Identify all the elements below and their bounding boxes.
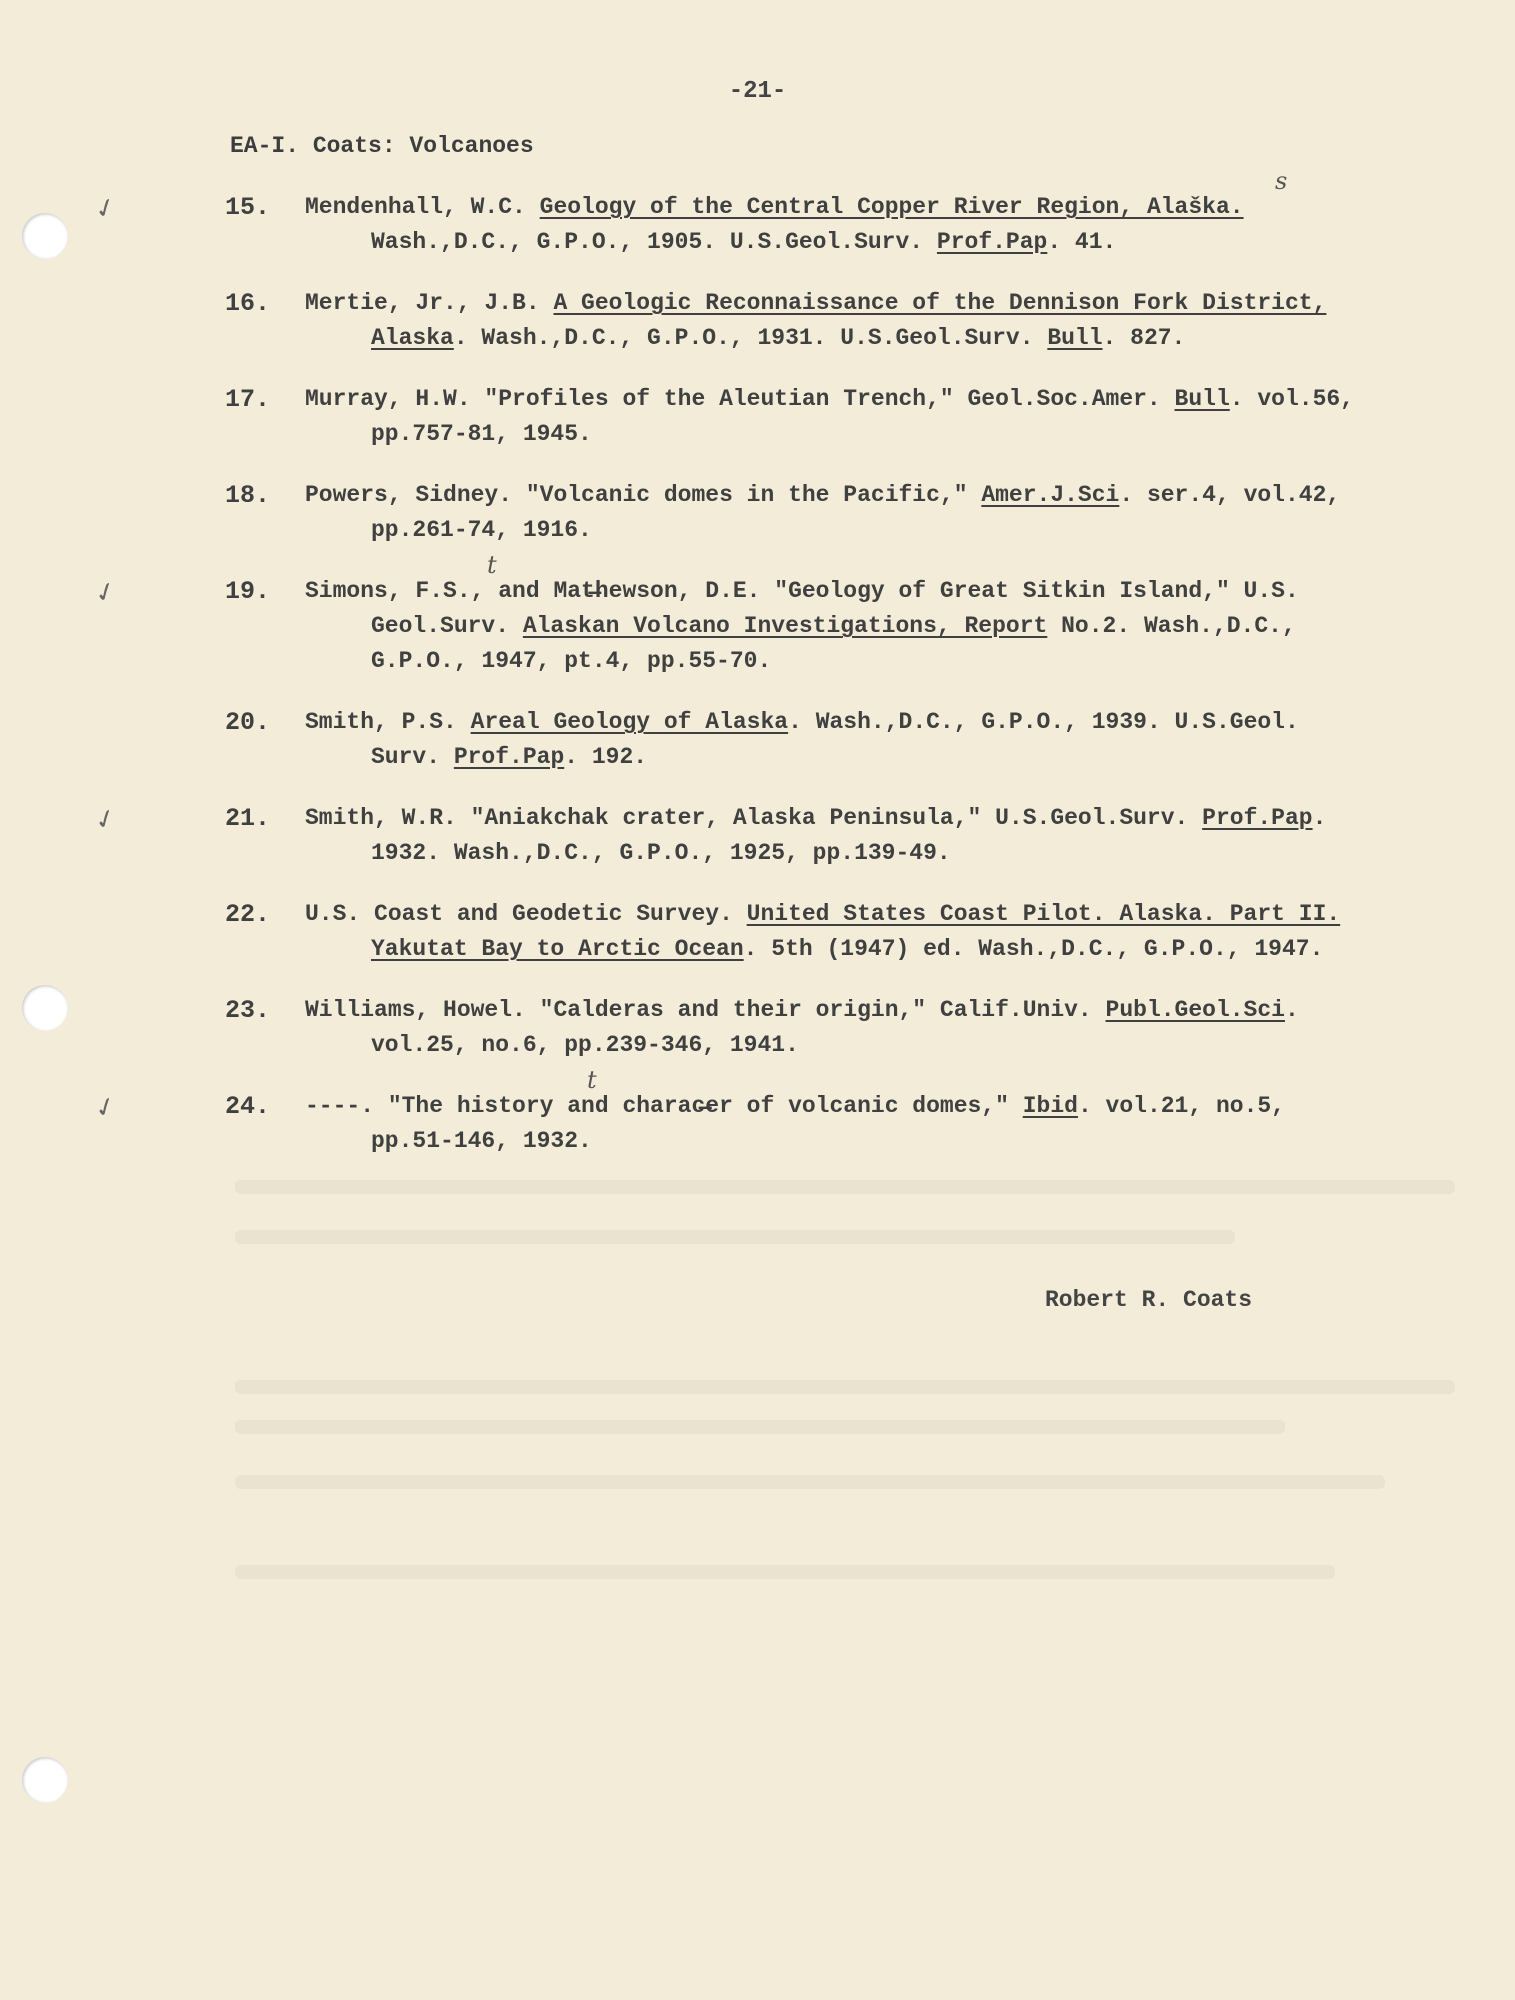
reference-item: [90, 801, 1475, 871]
reference-title: United States Coast Pilot. Alaska. Part II.: [746, 901, 1341, 927]
reference-text: pp.261-74, 1916.: [371, 517, 592, 543]
reference-number: 15.: [225, 193, 271, 222]
reference-line: [225, 993, 1475, 1028]
reference-title: Yakutat Bay to Arctic Ocean: [371, 936, 744, 962]
reference-text: . Wash.,D.C., G.P.O., 1939. U.S.Geol.: [788, 709, 1299, 735]
reference-text: Mendenhall, W.C.: [305, 194, 540, 220]
check-mark-icon: ✓: [90, 1090, 122, 1126]
reference-text: U.S. Coast and Geodetic Survey.: [305, 901, 747, 927]
check-mark-icon: ✓: [90, 191, 122, 227]
reference-title: Bull: [1174, 386, 1230, 412]
reference-number: 24.: [225, 1092, 271, 1121]
reference-item: [225, 705, 1475, 775]
bleed-through: [235, 1230, 1235, 1244]
reference-text: No.2. Wash.,D.C.,: [1047, 613, 1296, 639]
reference-number: 18.: [225, 481, 271, 510]
reference-line: [225, 897, 1475, 932]
reference-text: 1932. Wash.,D.C., G.P.O., 1925, pp.139-49.: [371, 840, 951, 866]
reference-line: [225, 705, 1475, 740]
reference-line: [225, 932, 1475, 967]
page-number: -21-: [728, 78, 787, 105]
reference-line: [225, 1124, 1475, 1159]
reference-text: Simons, F.S., and Mat̶hewson, D.E. "Geology of Great Sitkin Island," U.S.: [305, 578, 1299, 604]
reference-title: Publ.Geol.Sci: [1105, 997, 1285, 1023]
reference-number: 20.: [225, 708, 271, 737]
check-mark-icon: ✓: [90, 575, 122, 611]
reference-text: Wash.,D.C., G.P.O., 1905. U.S.Geol.Surv.: [371, 229, 937, 255]
reference-text: Powers, Sidney. "Volcanic domes in the Pacific,": [305, 482, 982, 508]
reference-title: Areal Geology of Alaska: [470, 709, 789, 735]
reference-text: pp.757-81, 1945.: [371, 421, 592, 447]
reference-number: 21.: [225, 804, 271, 833]
reference-title: A Geologic Reconnaissance of the Dennison Fork District,: [553, 290, 1327, 316]
reference-title: Amer.J.Sci: [981, 482, 1120, 508]
reference-line: [225, 478, 1475, 513]
reference-title: Prof.Pap: [1202, 805, 1313, 831]
punch-hole: [22, 985, 68, 1031]
reference-text: . vol.56,: [1229, 386, 1354, 412]
reference-line: [225, 513, 1475, 548]
reference-title: Alaskan Volcano Investigations, Report: [522, 613, 1048, 639]
reference-text: Smith, P.S.: [305, 709, 471, 735]
reference-text: Smith, W.R. "Aniakchak crater, Alaska Peninsula," U.S.Geol.Surv.: [305, 805, 1203, 831]
reference-number: 17.: [225, 385, 271, 414]
reference-item: [225, 286, 1475, 356]
reference-text: G.P.O., 1947, pt.4, pp.55-70.: [371, 648, 772, 674]
reference-line: [225, 1028, 1475, 1063]
reference-text: Williams, Howel. "Calderas and their origin," Calif.Univ.: [305, 997, 1106, 1023]
reference-text: Surv.: [371, 744, 454, 770]
reference-title: Prof.Pap: [936, 229, 1048, 255]
reference-title: Alaska: [371, 325, 454, 351]
reference-text: . 5th (1947) ed. Wash.,D.C., G.P.O., 1947.: [743, 936, 1324, 962]
document-header: EA-I. Coats: Volcanoes: [230, 133, 534, 159]
reference-item: [90, 167, 1475, 260]
reference-item: [225, 993, 1475, 1063]
reference-line: [225, 644, 1475, 679]
reference-number: 22.: [225, 900, 271, 929]
reference-text: ----. "The history and charac̶er of volcanic domes,": [305, 1093, 1023, 1119]
reference-line: [225, 740, 1475, 775]
reference-item: [90, 551, 1475, 679]
reference-text: .: [1312, 805, 1327, 831]
reference-title: Bull: [1047, 325, 1103, 351]
reference-number: 16.: [225, 289, 271, 318]
reference-title: Geology of the Central Copper River Region, Alaška.: [539, 194, 1244, 220]
bleed-through: [235, 1380, 1455, 1394]
reference-item: [225, 478, 1475, 548]
reference-line: [225, 321, 1475, 356]
reference-text: . vol.21, no.5,: [1077, 1093, 1285, 1119]
reference-line: [225, 1089, 1475, 1124]
reference-text: Murray, H.W. "Profiles of the Aleutian Trench," Geol.Soc.Amer.: [305, 386, 1175, 412]
reference-text: . 41.: [1047, 229, 1117, 255]
reference-text: . ser.4, vol.42,: [1119, 482, 1341, 508]
reference-text: . Wash.,D.C., G.P.O., 1931. U.S.Geol.Surv.: [453, 325, 1048, 351]
reference-line: [225, 225, 1475, 260]
reference-text: Geol.Surv.: [371, 613, 523, 639]
reference-line: [225, 801, 1475, 836]
reference-number: 23.: [225, 996, 271, 1025]
reference-list: [90, 167, 1475, 1185]
reference-line: [225, 609, 1475, 644]
pencil-annotation: s: [1275, 167, 1288, 195]
reference-line: [225, 382, 1475, 417]
reference-text: Mertie, Jr., J.B.: [305, 290, 554, 316]
reference-text: . 192.: [564, 744, 648, 770]
reference-item: [90, 1066, 1475, 1159]
bleed-through: [235, 1420, 1285, 1434]
reference-text: .: [1284, 997, 1299, 1023]
check-mark-icon: ✓: [90, 802, 122, 838]
reference-item: [225, 382, 1475, 452]
pencil-annotation: t: [587, 1066, 597, 1094]
punch-hole: [22, 1757, 68, 1803]
reference-line: [225, 574, 1475, 609]
reference-number: 19.: [225, 577, 271, 606]
reference-line: [225, 190, 1475, 225]
bleed-through: [235, 1565, 1335, 1579]
reference-title: Ibid: [1022, 1093, 1078, 1119]
bleed-through: [235, 1475, 1385, 1489]
reference-line: [225, 417, 1475, 452]
pencil-annotation: t: [487, 551, 497, 579]
reference-text: vol.25, no.6, pp.239-346, 1941.: [371, 1032, 799, 1058]
reference-line: [225, 836, 1475, 871]
signature: Robert R. Coats: [1045, 1287, 1253, 1313]
punch-hole: [22, 213, 68, 259]
reference-text: pp.51-146, 1932.: [371, 1128, 592, 1154]
reference-title: Prof.Pap: [453, 744, 565, 770]
reference-item: [225, 897, 1475, 967]
reference-text: . 827.: [1102, 325, 1186, 351]
reference-line: [225, 286, 1475, 321]
